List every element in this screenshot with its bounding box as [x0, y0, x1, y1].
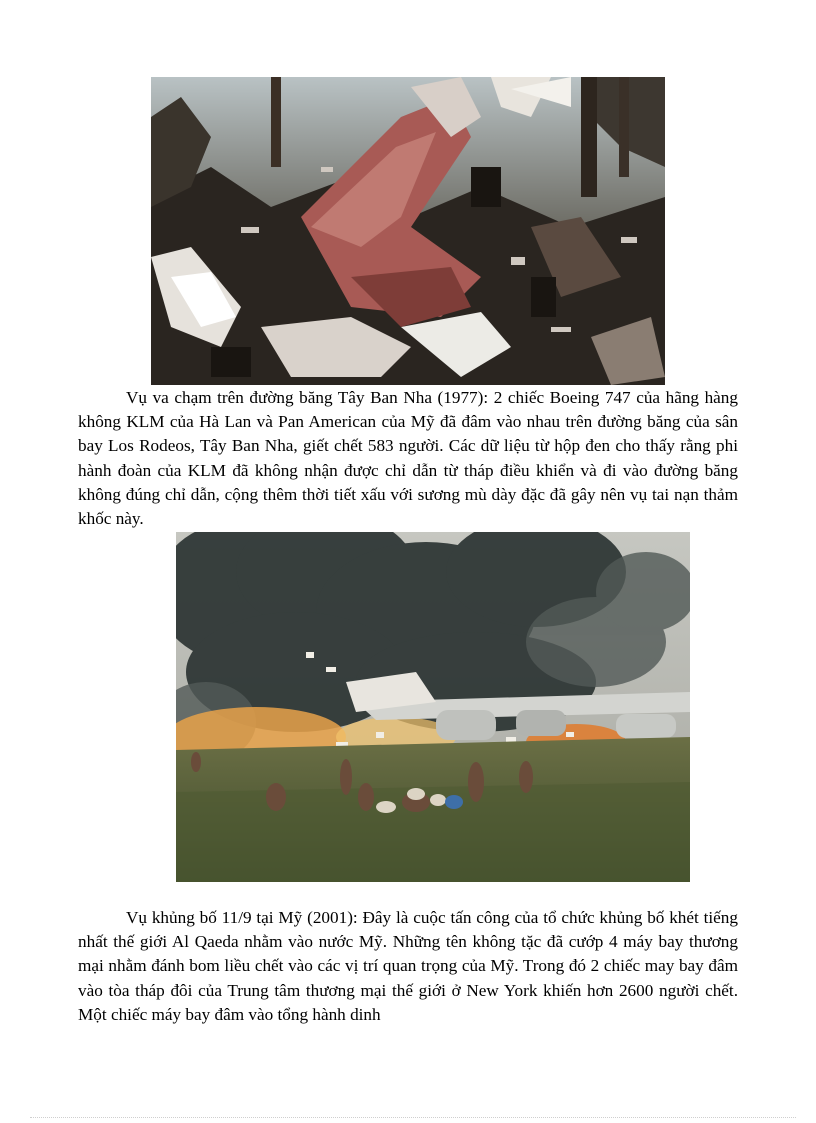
- september11-paragraph: Vụ khủng bố 11/9 tại Mỹ (2001): Đây là cuộc tấn công của tổ chức khủng bố khét tiếng nhất thế giới Al Qaeda nhằm vào nước Mỹ. Những tên không tặc đã cướp 4 máy bay thương mại nhằm đánh bom liều chết vào các vị trí quan trọng của Mỹ. Trong đó 2 chiếc may bay đâm vào tòa tháp đôi của Trung tâm thương mại thế giới ở New York khiến hơn 2600 người chết. Một chiếc máy bay đâm vào tổng hành dinh: [78, 908, 738, 1024]
- runway-fire-photo: [176, 532, 690, 882]
- page-bottom-divider: [30, 1117, 796, 1118]
- wreckage-photo: [151, 77, 665, 385]
- tenerife-paragraph: Vụ va chạm trên đường băng Tây Ban Nha (1977): 2 chiếc Boeing 747 của hãng hàng không KLM của Hà Lan và Pan American của Mỹ đã đâm vào nhau trên đường băng của sân bay Los Rodeos, Tây Ban Nha, giết chết 583 người. Các dữ liệu từ hộp đen cho thấy rằng phi hành đoàn của KLM đã không nhận được chỉ dẫn từ tháp điều khiển và đi vào đường băng không đúng chỉ dẫn, cộng thêm thời tiết xấu với sương mù dày đặc đã gây nên vụ tai nạn thảm khốc này.: [78, 388, 738, 529]
